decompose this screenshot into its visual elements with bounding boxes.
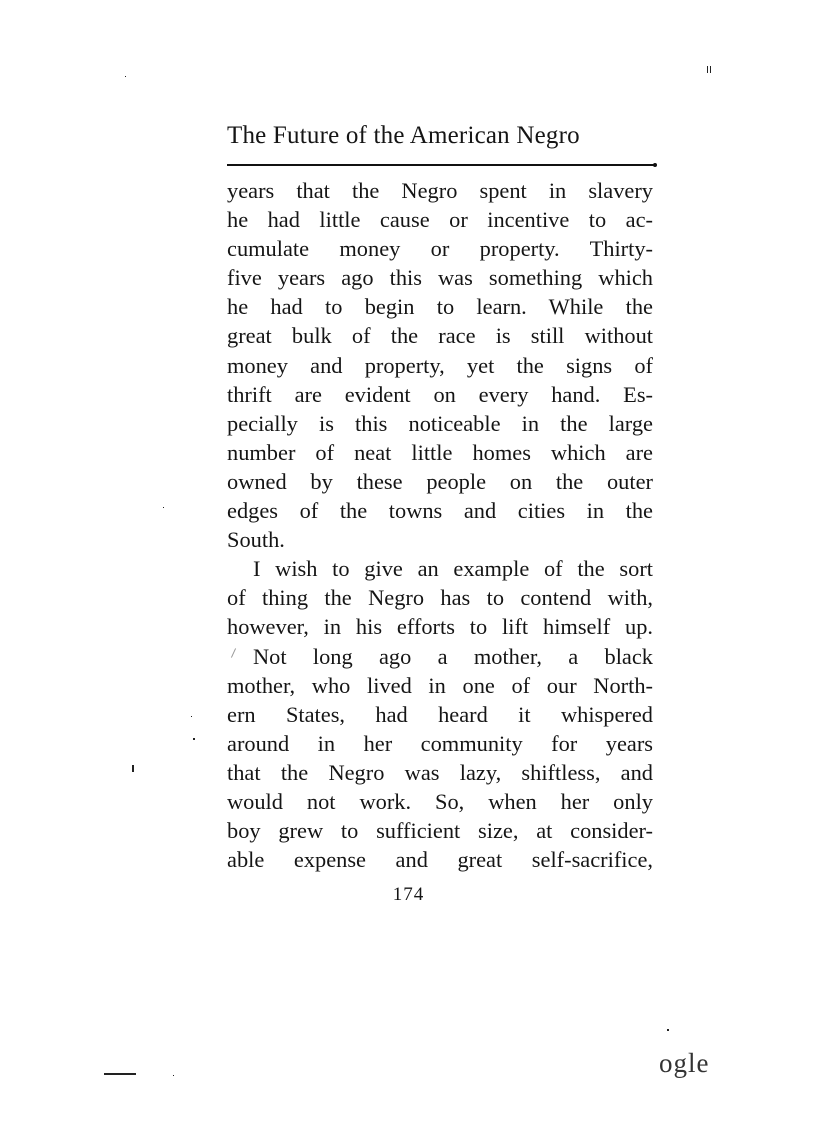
text-line: years that the Negro spent in slavery [227,178,653,203]
text-line: edges of the towns and cities in the [227,498,653,524]
text-line: that the Negro was lazy, shiftless, and [227,759,653,785]
scan-speck [667,1029,669,1031]
text-line: around in her community for years [227,730,653,756]
text-line: however, in his efforts to lift himself up. [227,614,653,640]
text-line: number of neat little homes which are [227,439,653,465]
text-line: pecially is this noticeable in the large [227,410,653,436]
scan-speck [191,716,192,717]
scan-speck [132,765,134,772]
scan-speck [193,738,195,740]
text-line: owned by these people on the outer [227,468,653,494]
text-line: able expense and great self-sacrifice, [227,847,653,873]
scan-speck [707,66,708,73]
scan-speck [125,76,126,77]
text-line: thrift are evident on every hand. Es- [227,381,653,407]
body-text [227,176,653,874]
margin-dash [104,1073,136,1075]
corner-watermark-fragment: ogle [659,1048,710,1078]
paragraph-start-line: I wish to give an example of the sort [253,556,653,582]
text-line: five years ago this was something which [227,265,653,291]
scan-speck [710,66,711,73]
running-head: The Future of the American Negro [227,122,580,149]
text-line: mother, who lived in one of our North- [227,672,653,698]
text-line: great bulk of the race is still without [227,323,653,349]
text-line: he had to begin to learn. While the [227,294,653,320]
text-line: he had little cause or incentive to ac- [227,207,653,233]
scan-speck [163,507,164,508]
text-line: money and property, yet the signs of [227,352,653,378]
text-line: cumulate money or property. Thirty- [227,236,653,262]
text-line: ern States, had heard it whispered [227,701,653,727]
text-line: South. [227,527,285,553]
paragraph-start-line: Not long ago a mother, a black [253,643,653,669]
text-line: would not work. So, when her only [227,788,653,814]
text-line: boy grew to sufficient size, at consider- [227,818,653,844]
scan-speck [173,1075,174,1076]
text-line: of thing the Negro has to contend with, [227,585,653,611]
header-rule [227,164,654,166]
page-number: 174 [392,884,425,905]
